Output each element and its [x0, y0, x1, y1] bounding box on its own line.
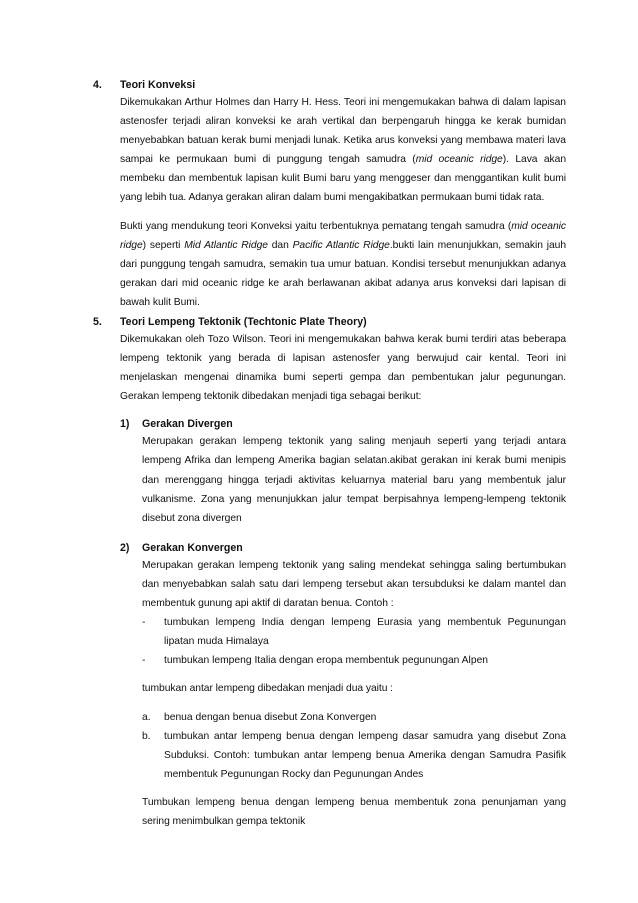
italic-term: mid oceanic ridge — [120, 220, 566, 251]
list-item — [142, 613, 566, 651]
italic-term: Mid Atlantic Ridge — [184, 239, 268, 251]
text-run: Dikemukakan Arthur Holmes dan Harry H. Hess. Teori ini mengemukakan bahwa di dalam lapisan astenosfer terjadi aliran konveksi ke arah vertikal dan berpengaruh hingga ke kerak bumidan menyebabkan batuan kerak bumi menjadi lunak. Ketika arus konveksi yang membawa materi lava sampai ke permukaan bumi di punggung tengah samudra ( — [120, 97, 566, 166]
section-number: 5. — [93, 316, 102, 328]
list-marker: - — [142, 655, 146, 667]
text-run: .bukti lain menunjukkan, semakin jauh dari punggung tengah samudra, semakin tua umur batuan. Kondisi tersebut menunjukkan adanya gerakan dari mid oceanic ridge ke arah berlawanan akibat adanya arus konveksi dari lapisan di bawah kulit Bumi. — [120, 239, 567, 308]
paragraph: Tumbukan lempeng benua dengan lempeng benua membentuk zona penunjaman yang sering menimbulkan gempa tektonik — [142, 796, 566, 827]
list-text: tumbukan lempeng Italia dengan eropa membentuk pegunungan Alpen — [164, 655, 489, 667]
text-run: ) seperti — [142, 239, 185, 251]
section-title: Teori Konveksi — [120, 79, 196, 91]
text-run: dan — [267, 239, 293, 251]
list-item — [142, 651, 566, 670]
subsection-number: 2) — [120, 541, 130, 554]
text-run: Bukti yang mendukung teori Konveksi yaitu terbentuknya pematang tengah samudra ( — [120, 220, 512, 232]
subsection-number: 1) — [120, 418, 130, 431]
subsection-title: Gerakan Konvergen — [142, 541, 243, 554]
italic-term: Pacific Atlantic Ridge — [292, 239, 390, 251]
paragraph: tumbukan antar lempeng dibedakan menjadi dua yaitu : — [142, 683, 393, 695]
section-title: Teori Lempeng Tektonik (Techtonic Plate Theory) — [120, 316, 367, 328]
list-item — [142, 727, 566, 784]
text-run: ). Lava akan membeku dan membentuk lapisan kulit Bumi baru yang menggeser dan menggantikan kulit bumi yang lebih tua. Adanya gerakan aliran dalam bumi mengakibatkan permukaan bumi tidak rata. — [120, 154, 567, 204]
subsection-gerakan-divergen — [120, 416, 566, 527]
list-text: tumbukan antar lempeng benua dengan lempeng dasar samudra yang disebut Zona Subduksi. Contoh: tumbukan antar lempeng benua Amerika dengan Samudra Pasifik membentuk Pegunungan Rocky dan Pegunungan Andes — [164, 730, 566, 780]
paragraph: Merupakan gerakan lempeng tektonik yang saling menjauh seperti yang terjadi antara lempeng Afrika dan lempeng Amerika bagian selatan.akibat gerakan ini kerak bumi menipis dan merenggang hingga terjadi aktivitas keluarnya material baru yang membentuk jalur vulkanisme. Zona yang menunjukkan jalur tempat berpisahnya lempeng-lempeng tektonik disebut zona divergen — [142, 436, 566, 524]
list-marker: b. — [142, 730, 151, 742]
list-marker: - — [142, 617, 146, 629]
paragraph: Dikemukakan oleh Tozo Wilson. Teori ini mengemukakan bahwa kerak bumi terdiri atas beberapa lempeng tektonik yang berada di lapisan astenosfer yang berwujud cair kental. Teori ini menjelaskan mengenai dinamika bumi seperti gempa dan pembentukan jalur pegunungan. Gerakan lempeng tektonik dibedakan menjadi tiga sebagai berikut: — [120, 334, 566, 403]
list-text: tumbukan lempeng India dengan lempeng Eurasia yang membentuk Pegunungan lipatan muda Himalaya — [164, 617, 566, 648]
paragraph: Merupakan gerakan lempeng tektonik yang saling mendekat sehingga saling bertumbukan dan menyebabkan salah satu dari lempeng tersebut akan tersubduksi ke dalam mantel dan membentuk gunung api aktif di daratan benua. Contoh : — [142, 559, 566, 610]
section-teori-lempeng-tektonik — [93, 314, 566, 831]
list-text: benua dengan benua disebut Zona Konvergen — [164, 711, 377, 723]
section-number: 4. — [93, 79, 102, 91]
subsection-title: Gerakan Divergen — [142, 418, 233, 431]
section-teori-konveksi — [93, 77, 567, 312]
list-marker: a. — [142, 711, 151, 723]
paragraph — [120, 93, 566, 208]
paragraph — [120, 217, 566, 312]
subsection-gerakan-konvergen — [120, 540, 566, 831]
italic-term: mid oceanic ridge — [415, 154, 503, 166]
list-item — [142, 708, 566, 727]
